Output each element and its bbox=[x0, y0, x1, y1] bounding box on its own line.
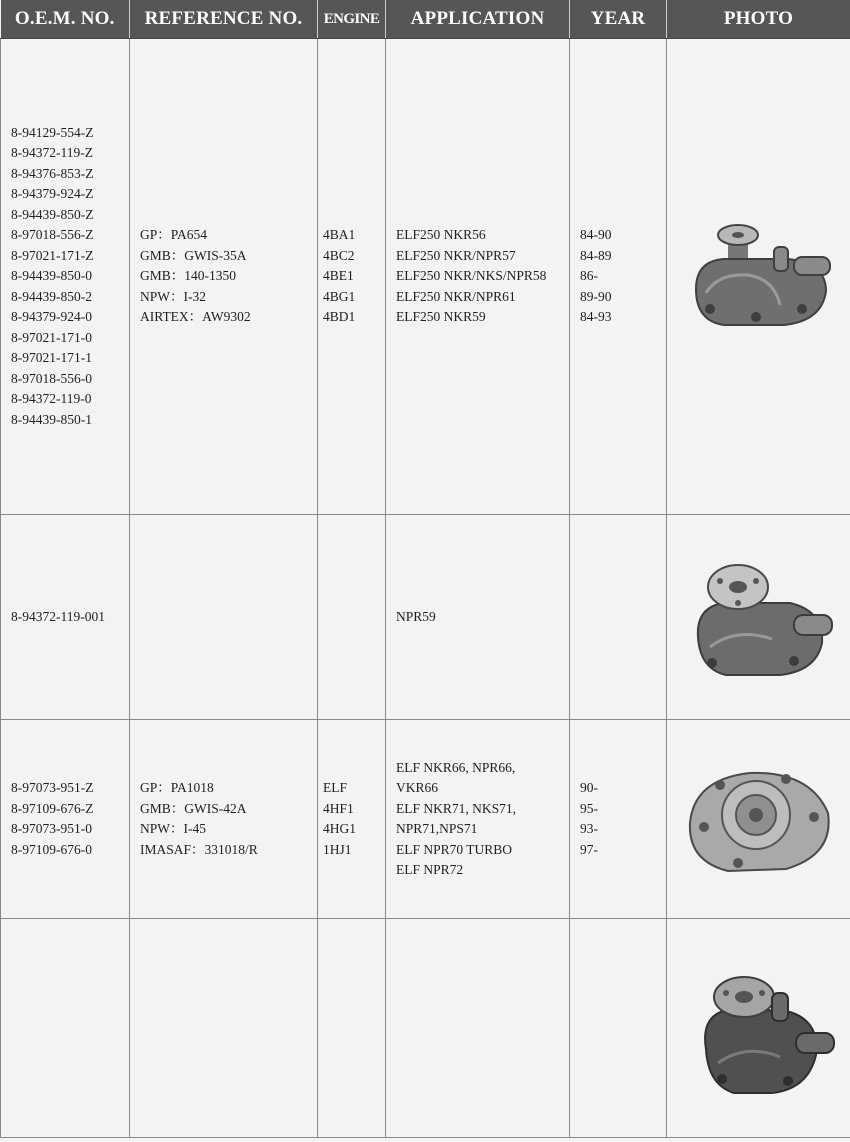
oem-number: 8-94372-119-0 bbox=[11, 391, 92, 407]
engine-code: 4BG1 bbox=[323, 288, 356, 304]
reference-number: NPW：I-32 bbox=[140, 288, 206, 304]
year-range: 89-90 bbox=[580, 288, 612, 304]
oem-cell bbox=[1, 919, 130, 1138]
application-cell bbox=[386, 720, 570, 919]
engine-cell bbox=[318, 720, 386, 919]
application-text: ELF250 NKR/NPR57 bbox=[396, 247, 516, 263]
photo-cell bbox=[667, 515, 850, 720]
oem-number: 8-94439-850-Z bbox=[11, 206, 94, 222]
water-pump-photo bbox=[676, 547, 841, 687]
table-row bbox=[1, 720, 850, 919]
reference-cell bbox=[130, 720, 318, 919]
oem-number: 8-94376-853-Z bbox=[11, 165, 94, 181]
header-year: YEAR bbox=[570, 0, 667, 39]
year-cell bbox=[570, 919, 667, 1138]
application-text: ELF NKR71, NKS71, bbox=[396, 800, 517, 816]
application-cell bbox=[386, 39, 570, 515]
year-cell bbox=[570, 39, 667, 515]
year-range: 97- bbox=[580, 841, 598, 857]
application-text: ELF NPR70 TURBO bbox=[396, 841, 513, 857]
oem-number: 8-94372-119-Z bbox=[11, 145, 93, 161]
table-row bbox=[1, 919, 850, 1138]
engine-code: 4BC2 bbox=[323, 247, 355, 263]
oem-number: 8-94439-850-2 bbox=[11, 288, 92, 304]
year-range: 84-89 bbox=[580, 247, 612, 263]
application-text: ELF250 NKR/NKS/NPR58 bbox=[396, 268, 547, 284]
water-pump-photo bbox=[676, 757, 841, 882]
oem-number: 8-97109-676-0 bbox=[11, 841, 92, 857]
reference-cell bbox=[130, 919, 318, 1138]
oem-number: 8-94439-850-1 bbox=[11, 411, 92, 427]
oem-number: 8-97018-556-Z bbox=[11, 227, 94, 243]
year-cell bbox=[570, 515, 667, 720]
engine-code: ELF bbox=[323, 780, 348, 795]
engine-code: 4HG1 bbox=[323, 821, 356, 836]
engine-code: 4BE1 bbox=[323, 268, 354, 284]
header-oem-no: O.E.M. NO. bbox=[1, 0, 130, 39]
reference-number: GP：PA654 bbox=[140, 227, 208, 243]
engine-code: 4BD1 bbox=[323, 309, 356, 325]
oem-cell bbox=[1, 720, 130, 919]
photo-cell bbox=[667, 720, 850, 919]
engine-cell bbox=[318, 515, 386, 720]
header-row bbox=[1, 0, 850, 39]
application-text: ELF NPR72 bbox=[396, 862, 464, 877]
year-cell bbox=[570, 720, 667, 919]
engine-cell bbox=[318, 919, 386, 1138]
reference-cell bbox=[130, 515, 318, 720]
reference-number: GMB：140-1350 bbox=[140, 268, 237, 284]
engine-code: 1HJ1 bbox=[323, 841, 352, 857]
reference-number: IMASAF：331018/R bbox=[140, 841, 258, 857]
reference-number: AIRTEX：AW9302 bbox=[140, 309, 251, 325]
application-text: ELF250 NKR59 bbox=[396, 309, 486, 325]
oem-number: 8-97109-676-Z bbox=[11, 800, 94, 816]
application-cell bbox=[386, 515, 570, 720]
year-range: 93- bbox=[580, 821, 598, 836]
table-row bbox=[1, 39, 850, 515]
water-pump-photo bbox=[676, 217, 841, 337]
reference-number: NPW：I-45 bbox=[140, 821, 206, 836]
oem-cell bbox=[1, 39, 130, 515]
photo-cell bbox=[667, 39, 850, 515]
oem-number: 8-97073-951-0 bbox=[11, 821, 92, 836]
oem-cell bbox=[1, 515, 130, 720]
oem-number: 8-94379-924-Z bbox=[11, 186, 94, 202]
application-text: ELF250 NKR56 bbox=[396, 227, 486, 243]
application-text: NPR59 bbox=[396, 608, 436, 624]
oem-number: 8-97021-171-Z bbox=[11, 247, 94, 263]
year-range: 84-93 bbox=[580, 309, 612, 325]
header-application: APPLICATION bbox=[386, 0, 570, 39]
table-row bbox=[1, 515, 850, 720]
year-range: 95- bbox=[580, 800, 598, 816]
water-pump-photo bbox=[676, 953, 841, 1103]
photo-cell bbox=[667, 919, 850, 1138]
application-text: NPR71,NPS71 bbox=[396, 821, 478, 836]
oem-number: 8-94372-119-001 bbox=[11, 608, 105, 624]
reference-number: GP：PA1018 bbox=[140, 780, 214, 795]
reference-number: GMB：GWIS-42A bbox=[140, 800, 247, 816]
application-text: VKR66 bbox=[396, 780, 439, 795]
engine-cell bbox=[318, 39, 386, 515]
application-cell bbox=[386, 919, 570, 1138]
oem-number: 8-97021-171-1 bbox=[11, 350, 92, 366]
application-text: ELF NKR66, NPR66, bbox=[396, 759, 516, 775]
oem-number: 8-97021-171-0 bbox=[11, 329, 92, 345]
application-text: ELF250 NKR/NPR61 bbox=[396, 288, 516, 304]
year-range: 90- bbox=[580, 780, 598, 795]
oem-number: 8-94439-850-0 bbox=[11, 268, 92, 284]
engine-code: 4BA1 bbox=[323, 227, 356, 243]
engine-code: 4HF1 bbox=[323, 800, 354, 816]
header-engine: ENGINE bbox=[318, 0, 386, 39]
reference-number: GMB：GWIS-35A bbox=[140, 247, 247, 263]
header-reference-no: REFERENCE NO. bbox=[130, 0, 318, 39]
oem-number: 8-94379-924-0 bbox=[11, 309, 92, 325]
oem-number: 8-97018-556-0 bbox=[11, 370, 92, 386]
oem-number: 8-97073-951-Z bbox=[11, 780, 94, 795]
header-photo: PHOTO bbox=[667, 0, 850, 39]
oem-number: 8-94129-554-Z bbox=[11, 124, 94, 140]
year-range: 86- bbox=[580, 268, 598, 284]
reference-cell bbox=[130, 39, 318, 515]
year-range: 84-90 bbox=[580, 227, 612, 243]
